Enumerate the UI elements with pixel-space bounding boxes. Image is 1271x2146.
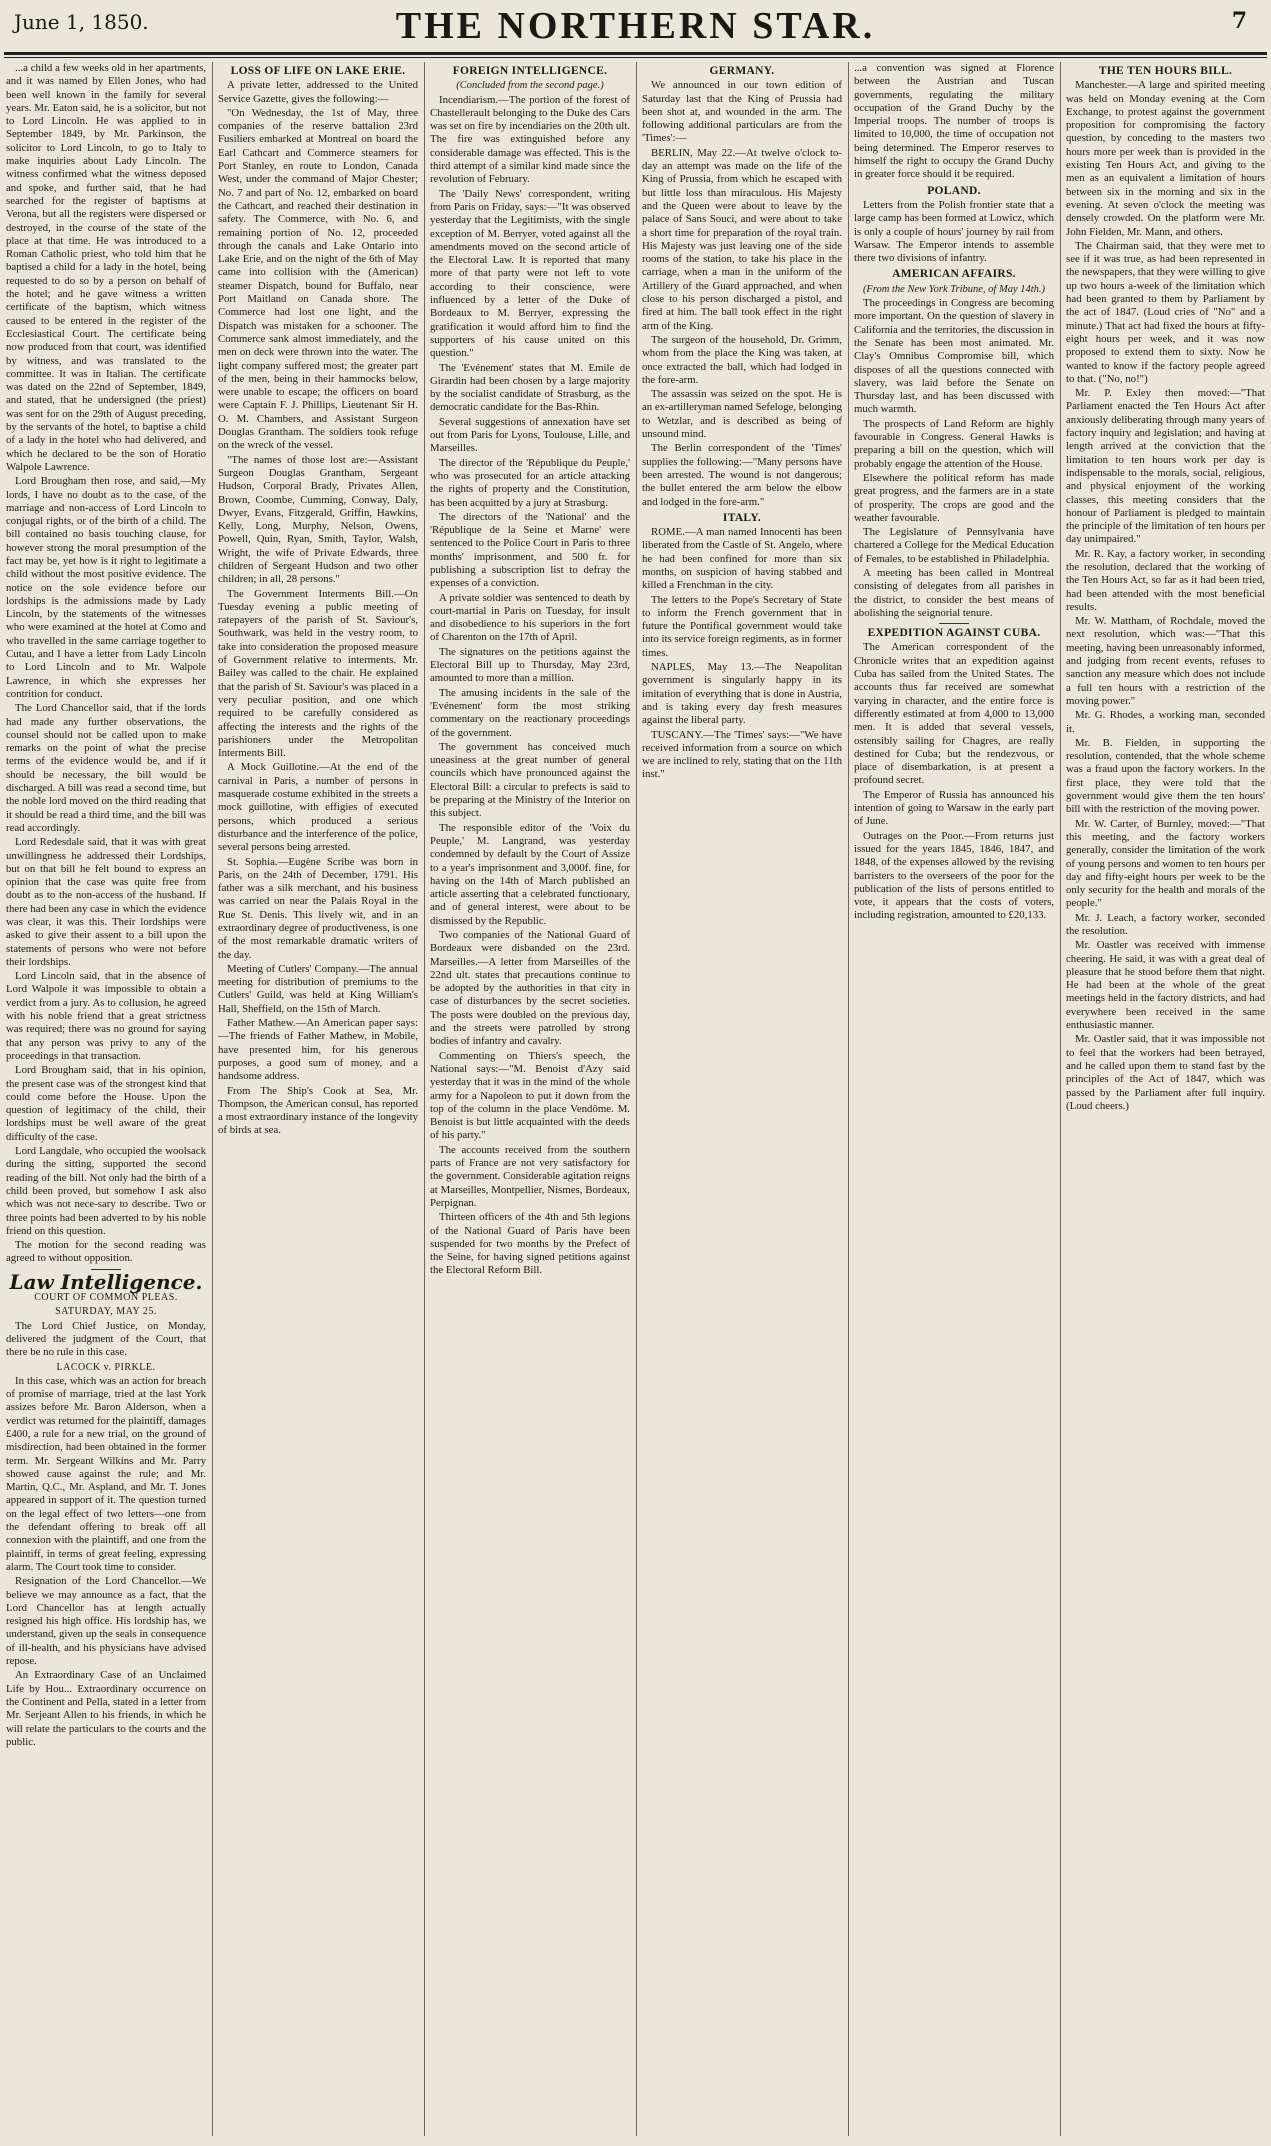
headline-germany: GERMANY. — [709, 65, 775, 77]
column-6 — [1066, 62, 1265, 2136]
article-paragraph: The surgeon of the household, Dr. Grimm, whom from the place the King was taken, at once extracted the ball, which had lodged in the fore-arm. — [642, 333, 842, 386]
newspaper-title: THE NORTHERN STAR. — [395, 5, 876, 47]
article-paragraph: Mr. R. Kay, a factory worker, in seconding the resolution, declared that the working of the Ten Hours Act, so far as it had been tried, had been attended with the most beneficial results. — [1066, 547, 1265, 613]
headline-lake-erie: LOSS OF LIFE ON LAKE ERIE. — [230, 65, 406, 77]
headline-italy: ITALY. — [722, 511, 762, 524]
article-paragraph: Lord Redesdale said, that it was with great unwillingness he addressed their Lordships, but on that bill he felt bound to express an opinion that the case was quite free from doubt as to the non-access of the husband. If there had been any case in which the evidence was clear, it was this. Their lordships were asked to give their assent to a bill upon the statements of persons who were not before their lordships. — [6, 836, 206, 968]
column-rule — [424, 62, 425, 2136]
article-paragraph: TUSCANY.—The 'Times' says:—"We have received information from a source on which we are inclined to rely, stating that on the 11th inst." — [642, 728, 842, 781]
article-paragraph: The responsible editor of the 'Voix du Peuple,' M. Langrand, was yesterday condemned by default by the Court of Assize to a year's imprisonment and 3,000f. fine, for having on the 14th of March published an article asserting that a celebrated functionary, and of general interest, were about to be dismissed by the Republic. — [430, 821, 630, 927]
issue-date: June 1, 1850. — [14, 10, 149, 34]
article-paragraph: Commenting on Thiers's speech, the National says:—"M. Benoist d'Azy said yesterday that it was in the mind of the whole army for a Napoleon to put it down from the top of the column in the place Vendôme. M. Benoist is but little acquainted with the deeds of his party." — [430, 1049, 630, 1142]
article-paragraph: The Lord Chief Justice, on Monday, delivered the judgment of the Court, that there be no rule in this case. — [6, 1319, 206, 1359]
court-heading: COURT OF COMMON PLEAS. — [34, 1292, 178, 1304]
headline-foreign: FOREIGN INTELLIGENCE. — [452, 65, 608, 77]
article-paragraph: The motion for the second reading was agreed to without opposition. — [6, 1239, 206, 1265]
article-paragraph: The amusing incidents in the sale of the 'Evénement' form the most striking commentary on the reactionary proceedings of the government. — [430, 686, 630, 739]
article-paragraph: The letters to the Pope's Secretary of State to inform the French government that in future the Pontifical government would take into its service foreign regiments, as in former times. — [642, 593, 842, 659]
column-rule — [212, 62, 213, 2136]
article-paragraph: The accounts received from the southern parts of France are not very satisfactory for the government. Considerable agitation reigns at Marseilles, Montpellier, Nismes, Bordeaux, Perpignan. — [430, 1143, 630, 1209]
headline-ten-hours-bill: THE TEN HOURS BILL. — [1098, 65, 1233, 77]
article-paragraph: "The names of those lost are:—Assistant Surgeon Douglas Grantham, Sergeant Hudson, Corporal Brady, Privates Allen, Brown, Coombe, Cumming, Conway, Daly, Dwyer, Evans, Fitzgerald, Griffin, Hawkins, Kelly, Long, Murphy, Nelson, Owens, Powell, Quin, Ryan, Smith, Taylor, Walsh, Wright, the wife of Private Edwards, three children of Sergeant Hudson and two other children; in all, 28 persons." — [218, 453, 418, 586]
headline-subtitle: (From the New York Tribune, of May 14th.) — [862, 283, 1046, 295]
article-paragraph: Lord Brougham then rose, and said,—My lords, I have no doubt as to the case, of the marriage and non-access of Lord Lincoln to conjugal rights, or of the birth of a child. The bill contained no basis touching clause, for however strong the moral presumption of the fact may be, yet how is it right to legitimate a child without the most positive evidence. The notice on the sole evidence before our lordships is the admissions made by Lady Lincoln, by the statements of the witnesses who were examined at the hotel at Como and who travelled in the same carriage together to Cutau, and I have a letter from Lady Lincoln to Lord Lincoln and to Mr. Walpole Lawrence, in which she expresses her contrition for conduct. — [6, 475, 206, 700]
section-heading-law: Law Intelligence. — [9, 1269, 203, 1294]
column-4 — [642, 62, 842, 2136]
column-5 — [854, 62, 1054, 2136]
article-paragraph: Several suggestions of annexation have set out from Paris for Lyons, Toulouse, Lille, and Marseilles. — [430, 415, 630, 455]
article-paragraph: The Chairman said, that they were met to see if it was true, as had been represented in the newspapers, that they were willing to give up two hours a-week of the limitation which had been granted to them by Parliament by the act of 1847. (Loud cries of "No" and a minute.) That act had fixed the hours at fifty-eight hours per week, and it was now proposed to extend them to sixty. Now he wanted to know if the factory people agreed to that. ("No, no!") — [1066, 239, 1265, 385]
article-paragraph: Two companies of the National Guard of Bordeaux were disbanded on the 23rd. Marseilles.—A letter from Marseilles of the 22nd ult. states that precautions continue to be adopted by the authorities in that city in case of disturbances by the secret societies. The posts were doubled on the previous day, and the streets were patrolled by strong bodies of infantry and cavalry. — [430, 929, 630, 1048]
article-paragraph: Mr. W. Mattham, of Rochdale, moved the next resolution, which was:—"That this meeting, having been unreasonably informed, and judging from recent events, refuses to sanction any measure which does not include a full ten hours with a restriction of the moving power." — [1066, 615, 1265, 707]
article-paragraph: Mr. B. Fielden, in supporting the resolution, contended, that the whole scheme was a fraud upon the factory workers. In the first place, they were told that the government would give them the ten hours' bill with the restriction of the moving power. — [1066, 736, 1265, 816]
column-2 — [218, 62, 418, 2136]
article-paragraph: The proceedings in Congress are becoming more important. On the question of slavery in California and the territories, the discussion in the Senate has been most animated. Mr. Clay's Omnibus Compromise bill, which disposes of all the questions connected with slavery, was laid before the Senate on Thursday last, and has been discussed with much warmth. — [854, 297, 1054, 416]
article-paragraph: ROME.—A man named Innocenti has been liberated from the Castle of St. Angelo, where he had been confined for more than six months, on suspicion of having stabbed and killed a Frenchman in the city. — [642, 526, 842, 592]
article-paragraph: The prospects of Land Reform are highly favourable in Congress. General Hawks is preparing a bill on the question, which will probably engage the attention of the House. — [854, 417, 1054, 470]
article-paragraph: Mr. Oastler said, that it was impossible not to feel that the workers had been betrayed, and he called upon them to stand fast by the principles of the Act of 1847, which was passed by the Parliament after full inquiry. (Loud cheers.) — [1066, 1033, 1265, 1112]
article-paragraph: A private letter, addressed to the United Service Gazette, gives the following:— — [218, 79, 418, 105]
article-paragraph: Mr. J. Leach, a factory worker, seconded the resolution. — [1066, 911, 1265, 937]
article-paragraph: Lord Lincoln said, that in the absence of Lord Walpole it was impossible to obtain a verdict from a jury. As to collusion, he agreed with his noble friend that a great strictness was required; there was no ground for saying that any person was privy to any of the proceedings in that transaction. — [6, 970, 206, 1062]
article-paragraph: The Berlin correspondent of the 'Times' supplies the following:—"Many persons have been arrested. The wound is not dangerous; the bullet entered the arm below the elbow and lodged in the fore-arm." — [642, 442, 842, 508]
article-paragraph: In this case, which was an action for breach of promise of marriage, tried at the last York assizes before Mr. Baron Alderson, when a verdict was returned for the plaintiff, damages £400, a rule for a new trial, on the ground of misdirection, had been obtained in the former term. Mr. Sergeant Wilkins and Mr. Parry showed cause against the rule; and Mr. Martin, Q.C., Mr. Aspland, and Mr. T. Jones appeared in support of it. The question turned on the legal effect of two letters—one from the defendant offering to break off all connexion with the plaintiff, and one from the plaintiff, in terms of great feeling, expressing alarm. The Court took time to consider. — [6, 1374, 206, 1573]
article-paragraph: Mr. W. Carter, of Burnley, moved:—"That this meeting, and the factory workers generally, consider the limitation of the work of young persons and women to ten hours per day and fifty-eight hours per week to be the only security for the health and morals of the people." — [1066, 817, 1265, 910]
headline-cuba-expedition: EXPEDITION AGAINST CUBA. — [867, 627, 1041, 640]
page-number: 7 — [1231, 8, 1247, 34]
separator — [939, 623, 969, 624]
column-rule — [636, 62, 637, 2136]
article-paragraph: Meeting of Cutlers' Company.—The annual meeting for distribution of premiums to the Cutlers' Guild, was held at King William's Hall, Sheffield, on the 15th of March. — [218, 962, 418, 1015]
article-paragraph: The Government Interments Bill.—On Tuesday evening a public meeting of ratepayers of the parish of St. Saviour's, Southwark, was held in the vestry room, to take into consideration the proposed measure of Government relative to interments. Mr. Bailey was called to the chair. He explained that the parish of St. Saviour's was placed in a very peculiar position, and one which required to be carefully considered as affecting the interests and the rights of the parishioners under the Metropolitan Interments Bill. — [218, 587, 418, 760]
column-rule — [1060, 62, 1061, 2136]
article-paragraph: Outrages on the Poor.—From returns just issued for the years 1845, 1846, 1847, and 1848, of the expenses allowed by the revising barristers to the overseers of the poor for the publication of the lists of persons entitled to vote, it appears that the costs of voters, including registration, amounted to £20,133. — [854, 829, 1054, 922]
article-paragraph: The 'Evénement' states that M. Emile de Girardin had been chosen by a large majority by the socialist candidate of Strasburg, as the democratic candidate for the Bas-Rhin. — [430, 361, 630, 414]
article-paragraph: An Extraordinary Case of an Unclaimed Life by Hou... Extraordinary occurrence on the Continent and Pella, stated in a letter from Mr. Serjeant Allen to his friends, in which he will relate the particulars to the courts and the public. — [6, 1669, 206, 1748]
headline-poland: POLAND. — [927, 184, 981, 197]
article-paragraph: Resignation of the Lord Chancellor.—We believe we may announce as a fact, that the Lord Chancellor has at length actually resigned his high office. His lordship has, we understand, given up the seals in consequence of ill-health, and his physicians have advised repose. — [6, 1575, 206, 1668]
article-paragraph: The 'Daily News' correspondent, writing from Paris on Friday, says:—"It was observed yesterday that the Legitimists, with the single exception of M. Berryer, voted against all the amendments moved on the second article of the Electoral Law. It is reported that many more of that party were not left to vote according to their conscience, were influenced by a letter of the Duke of Bordeaux to M. Berryer, expressing the gratification it would afford him to find the supporters of his cause united on this question." — [430, 187, 630, 360]
article-paragraph: Manchester.—A large and spirited meeting was held on Monday evening at the Corn Exchange, to protest against the government proposition for compromising the factory question, by conceding to the masters two hours more per week than is provided in the existing Ten Hours Act, and giving to the men as an equivalent a limitation of hours between six in the morning and six in the evening. At seven o'clock the meeting was densely crowded. On the platform were Mr. John Fielden, Mr. Mann, and others. — [1066, 79, 1265, 238]
column-3 — [430, 62, 630, 2136]
article-paragraph: Lord Brougham said, that in his opinion, the present case was of the strongest kind that could come before the House. Upon the question of legitimacy of the child, their lordships must be well aware of the great difficulty of the case. — [6, 1064, 206, 1143]
masthead — [0, 0, 1271, 60]
article-paragraph: Mr. Oastler was received with immense cheering. He said, it was with a great deal of pleasure that he stood before them that night. He had been at the whole of the great meetings held in the factory districts, and had everywhere been received in the same enthusiastic manner. — [1066, 939, 1265, 1032]
column-1 — [6, 62, 206, 2136]
article-paragraph: The director of the 'République du Peuple,' who was prosecuted for an article attacking the rights of property and the Constitution, has been acquitted by a jury at Strasburg. — [430, 456, 630, 509]
article-paragraph: Thirteen officers of the 4th and 5th legions of the National Guard of Paris have been suspended for two months by the Prefect of the Seine, for having signed petitions against the Electoral Reform Bill. — [430, 1211, 630, 1277]
article-paragraph: Mr. G. Rhodes, a working man, seconded it. — [1066, 709, 1265, 735]
article-paragraph: Lord Langdale, who occupied the woolsack during the sitting, supported the second reading of the bill. Not only had the birth of a child been proved, but somehow I ask also which was not nece-sary to describe. Two or three points had been adverted to by his noble friend on this question. — [6, 1145, 206, 1237]
article-paragraph: From The Ship's Cook at Sea, Mr. Thompson, the American consul, has reported a most extraordinary instance of the longevity of birds at sea. — [218, 1084, 418, 1137]
article-paragraph: The Legislature of Pennsylvania have chartered a College for the Medical Education of Females, to be established in Philadelphia. — [854, 526, 1054, 565]
article-paragraph: The directors of the 'National' and the 'République de la Seine et Marne' were sentenced to the Police Court in Paris to three months' imprisonment, and 500 fr. for publishing a subscription list to defray the expenses of a conviction. — [430, 510, 630, 590]
article-paragraph: A private soldier was sentenced to death by court-martial in Paris on Tuesday, for insult and disobedience to his superiors in the fort of Charenton on the 17th of April. — [430, 591, 630, 644]
masthead-rule — [4, 52, 1267, 58]
column-rule — [848, 62, 849, 2136]
court-date: SATURDAY, MAY 25. — [55, 1306, 157, 1318]
article-paragraph: Mr. P. Exley then moved:—"That Parliament enacted the Ten Hours Act after anxiously deliberating through many years of factory inquiry and legislation; and having at length arrived at the conviction that the limitation to ten hours work per day is indispensable to the morals, social, religious, and physical enjoyment of the working classes, this meeting considers that the honour of Parliament is pledged to maintain the principle of the limitation of ten hours per day unimpaired." — [1066, 387, 1265, 546]
article-paragraph: BERLIN, May 22.—At twelve o'clock to-day an attempt was made on the life of the King of Prussia, from which he escaped with but little loss than miraculous. His Majesty and the Queen were about to leave by the palace of Sans Souci, and were about to take a short time for preparation of the royal train. His Majesty was just leaving one of the side rooms of the station, to take his place in the carriage, when a man in the uniform of the Artillery of the Guard approached, and when close to his person discharged a pistol, and fired at him. The ball took effect in the right arm of the King. — [642, 146, 842, 332]
article-paragraph: Elsewhere the political reform has made great progress, and the farmers are in a state of prosperity. The crops are good and the weather favourable. — [854, 471, 1054, 524]
article-paragraph: NAPLES, May 13.—The Neapolitan government is singularly happy in its imitation of everything that is done in Austria, and is taking every day fresh measures against the liberal party. — [642, 661, 842, 727]
article-paragraph: St. Sophia.—Eugène Scribe was born in Paris, on the 24th of December, 1791. His father was a silk merchant, and his business was carried on near the Palais Royal in the Rue St. Denis. This lively wit, and in an extraordinary degree of productiveness, is one of the most remarkable dramatic writers of the day. — [218, 855, 418, 961]
article-paragraph: Incendiarism.—The portion of the forest of Chastellerault belonging to the Duke des Cars was set on fire by incendiaries on the 20th ult. The fire was extinguished before any considerable damage was effected. This is the third attempt of a similar kind made since the revolution of February. — [430, 93, 630, 186]
article-paragraph: The signatures on the petitions against the Electoral Bill up to Thursday, May 23rd, amounted to more than a million. — [430, 645, 630, 685]
article-paragraph: "On Wednesday, the 1st of May, three companies of the reserve battalion 23rd Fusiliers embarked at Montreal on board the Earl Cathcart and Commerce steamers for Port Stanley, en route to London, Canada West, under the command of Major Chester; No. 7 and part of No. 12, embarked on board the Cathcart, and reached their destination in safety. The Commerce, with No. 6, and remaining portion of No. 12, proceeded through the canals and Lake Ontario into Lake Erie, and on the night of the 6th of May came into collision with the (American) steamer Dispatch, bound for Buffalo, near Port Maitland on Canada shore. The Commerce had lost one light, and the Dispatch was mistaken for a schooner. The Commerce sank almost immediately, and the men on deck were thrown into the water. The light company suffered most; the greater part of the men, being in their hammocks below, were unable to escape; the officers on board were Captain F. J. Phillips, Lieutenant Sir H. O. M. Chambers, and Assistant Surgeon Douglas Grantham. The soldiers took refuge on the wreck of the vessel. — [218, 106, 418, 452]
article-paragraph: The Lord Chancellor said, that if the lords had made any further observations, the counsel should not be called upon to make remarks on the point of what the precise terms of the evidence would be, and if it should be necessary, the bill would be discharged. A bill was read a second time, but the noble lord moved on the third reading that it should be read a third time, and the bill was read accordingly. — [6, 702, 206, 834]
headline-american-affairs: AMERICAN AFFAIRS. — [892, 268, 1016, 281]
article-paragraph: The assassin was seized on the spot. He is an ex-artilleryman named Sefeloge, belonging to Wetzlar, and is described as being of unsound mind. — [642, 388, 842, 441]
article-paragraph: ...a convention was signed at Florence between the Austrian and Tuscan governments, regulating the military occupation of the Grand Duchy by the Imperial troops. The number of troops is limited to 10,000, the time of occupation not being determined. The Emperor reserves to himself the right to occupy the Grand Duchy in greater force should it be required. — [854, 62, 1054, 181]
article-paragraph: A Mock Guillotine.—At the end of the carnival in Paris, a number of persons in masquerade costume exhibited in the streets a mock guillotine, with effigies of executed persons, which produced a serious disturbance and the interference of the police, several persons being arrested. — [218, 761, 418, 854]
article-paragraph: The government has conceived much uneasiness at the great number of general councils which have pronounced against the Electoral Bill: a circular to prefects is said to be preparing at the Ministry of the Interior on this subject. — [430, 740, 630, 820]
case-title: LACOCK v. PIRKLE. — [56, 1361, 156, 1373]
article-paragraph: Letters from the Polish frontier state that a large camp has been formed at Lowicz, which is only a couple of hours' journey by rail from Warsaw. The Emperor intends to assemble there two divisions of infantry. — [854, 198, 1054, 265]
article-paragraph: We announced in our town edition of Saturday last that the King of Prussia had been shot at, and wounded in the arm. The following additional particulars are from the 'Times':— — [642, 79, 842, 145]
article-paragraph: The American correspondent of the Chronicle writes that an expedition against Cuba has sailed from the United States. The accounts thus far received are somewhat varying in character, and the entire force is differently estimated at from 4,000 to 13,000 men. It is added that several vessels, ostensibly sailing for Chagres, are really destined for Cuba; but the rendezvous, or place of disembarkation, is at present a profound secret. — [854, 641, 1054, 787]
headline-subtitle: (Concluded from the second page.) — [456, 80, 604, 92]
article-paragraph: A meeting has been called in Montreal consisting of delegates from all parishes in the district, to consider the best means of abolishing the seignorial tenure. — [854, 566, 1054, 619]
article-paragraph: Father Mathew.—An American paper says:—The friends of Father Mathew, in Mobile, have presented him, for his generous purposes, a good sum of money, and a handsome address. — [218, 1017, 418, 1083]
article-paragraph: The Emperor of Russia has announced his intention of going to Warsaw in the early part of June. — [854, 788, 1054, 828]
article-paragraph: ...a child a few weeks old in her apartments, and it was named by Ellen Jones, who had been well known in the family for several years. Mr. Eaton said, he is a solicitor, but not to Lord Lincoln. He was applied to in September 1849, by Mr. Parkinson, the solicitor to Lord Lincoln, to go to Italy to make inquiries about Lady Lincoln. The witness confirmed what the witness deposed and spoke, and further said, that he had searched for the register of baptisms at Verona, but all the registers were dispersed or destroyed, in the course of the state of the place at that time. He was introduced to a Roman Catholic priest, who told him that he baptised a child for a lady in the hotel, being requested to do so by a person on behalf of the hotel; and he gave witness a written certificate of the baptism, which witness caused to be entered in the register of the Ecclesiastical Court. The certificate being now produced from that court, was identified by witness, and was translated to the committee. It was in Italian. The certificate was dated on the 22nd of September, 1849, and stated, that he undersigned (the priest) was sent for on the 29th of August preceding, by the servants of the hotel, to baptise a child of a lady in the hotel who had delivered, and which he declared to be the son of Horatio Walpole Lawrence. — [6, 62, 206, 473]
